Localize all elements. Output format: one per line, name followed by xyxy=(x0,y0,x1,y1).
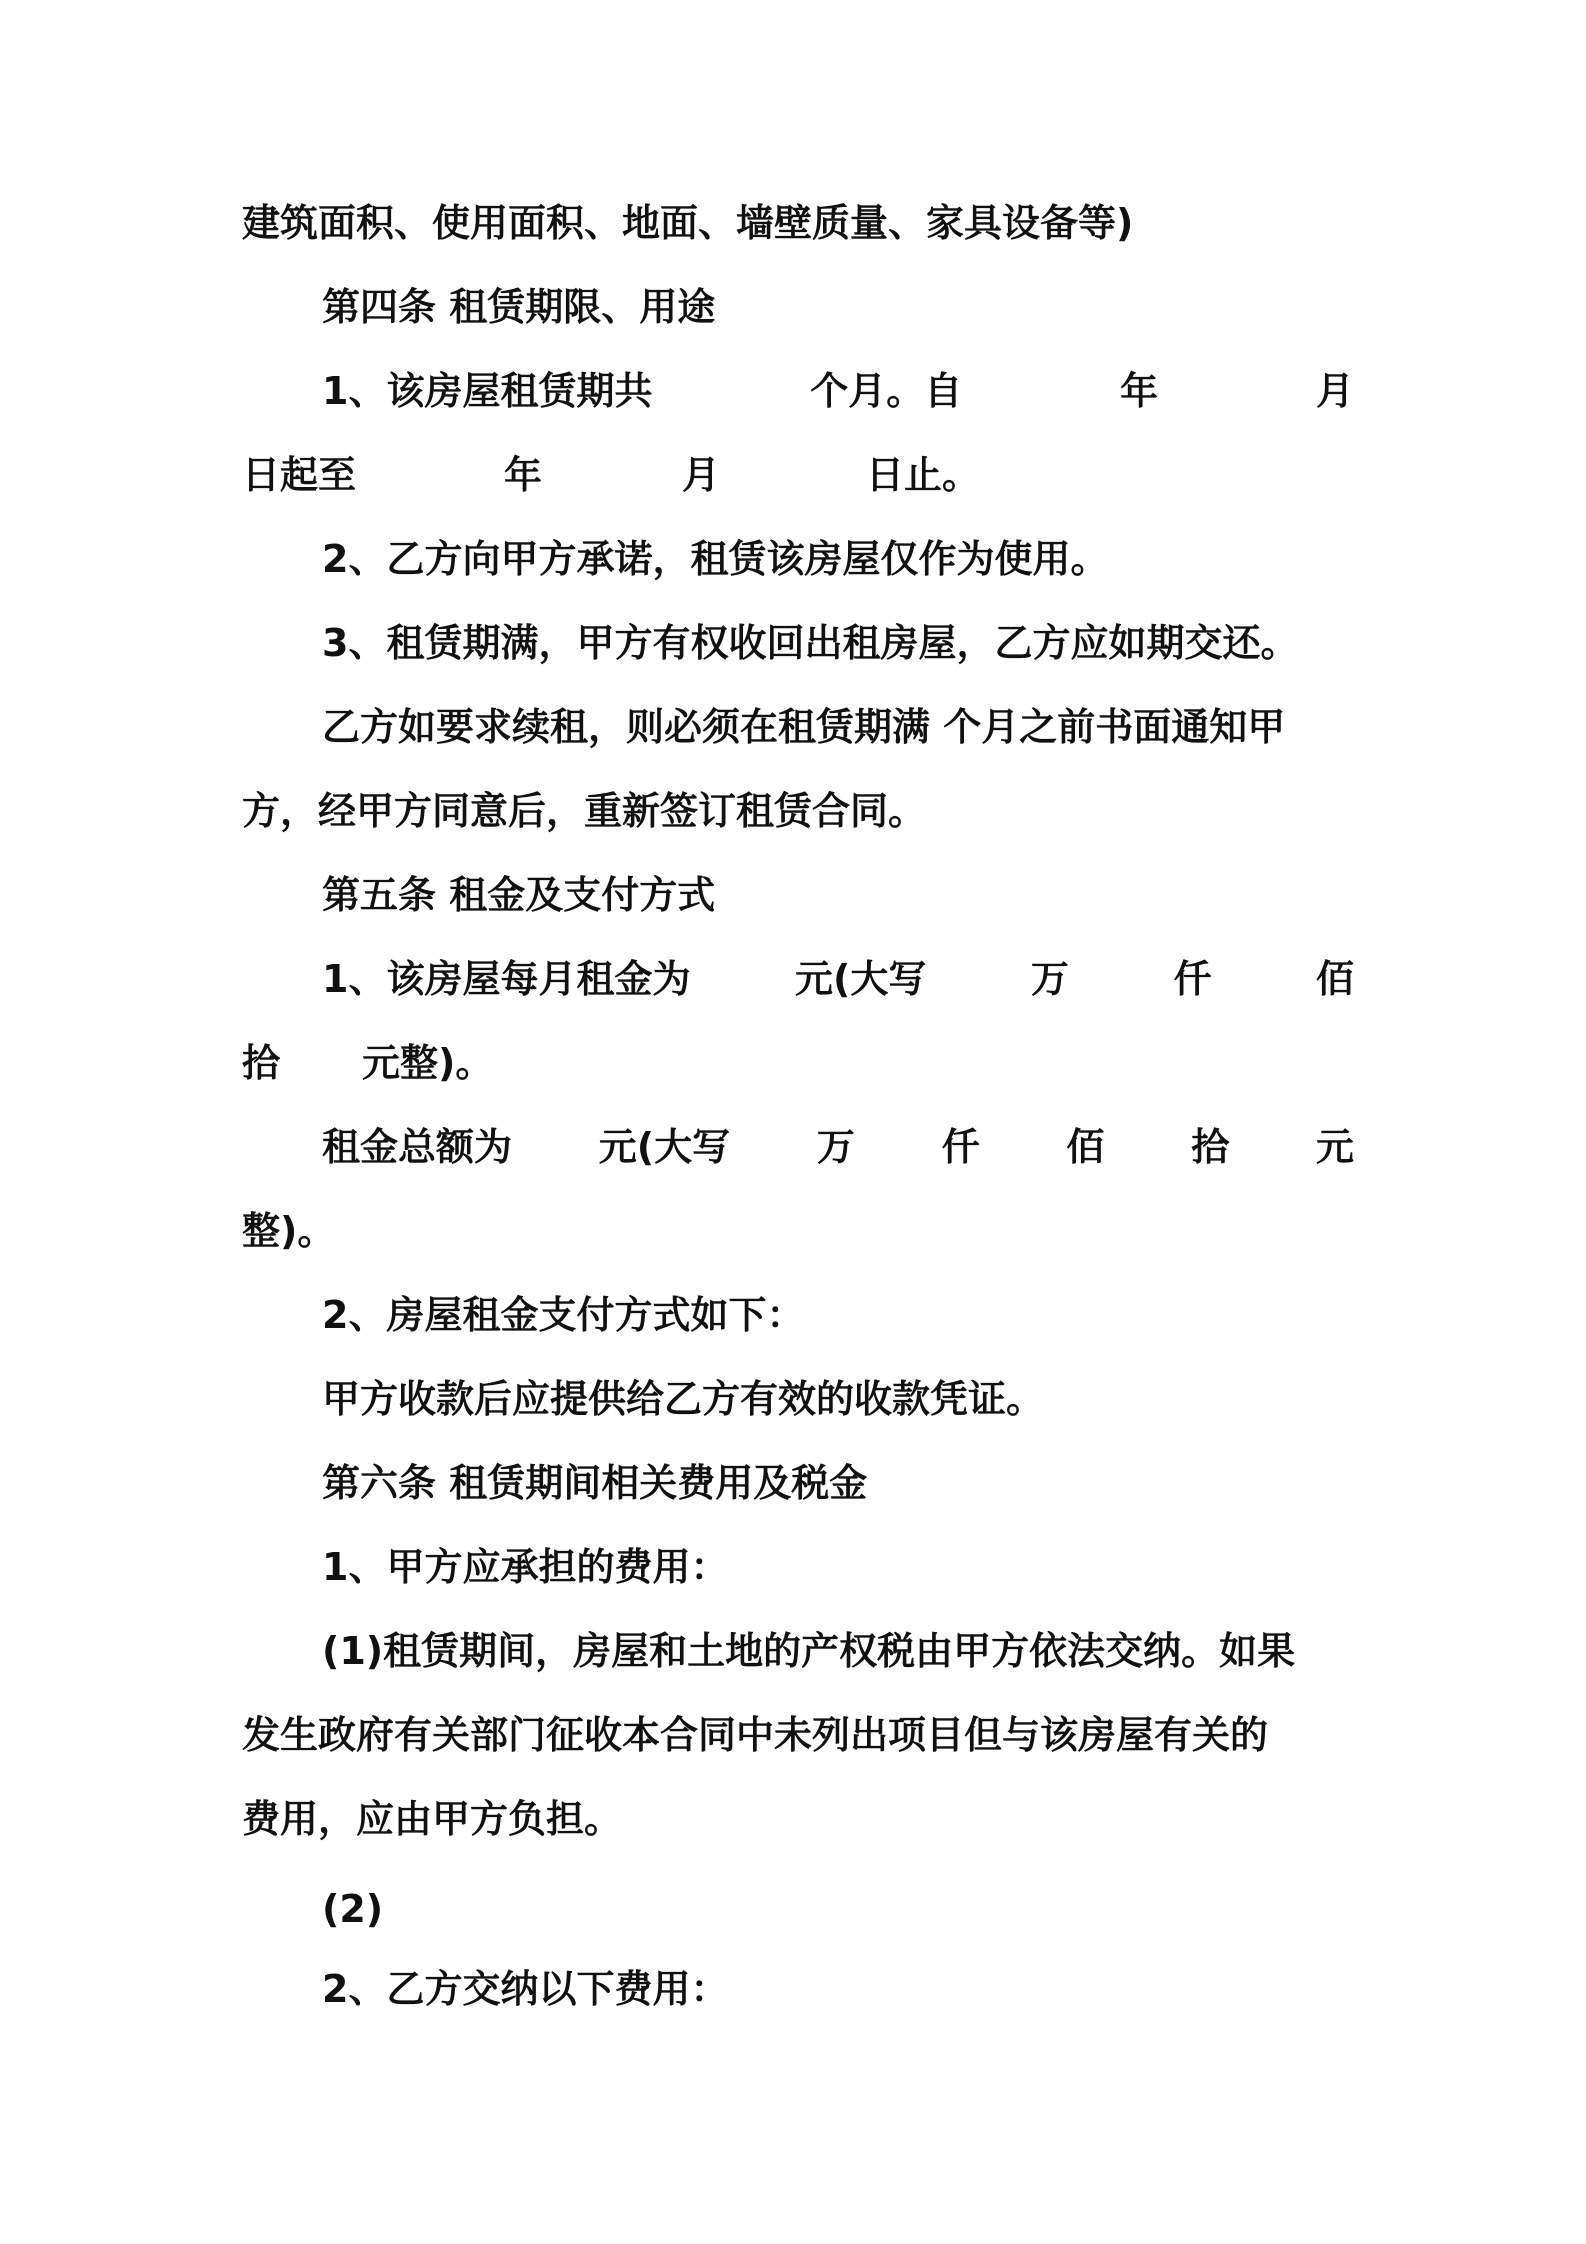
text-line xyxy=(242,1041,642,1088)
text-segment: 拾 xyxy=(242,1041,281,1085)
text-line xyxy=(322,1125,1354,1169)
text-segment: 1、该房屋每月租金为 xyxy=(322,957,691,1001)
text-segment: 仟 xyxy=(941,1125,980,1169)
text-segment: 租金总额为 xyxy=(322,1125,513,1169)
text-segment: 万 xyxy=(816,1125,855,1169)
text-segment: 拾 xyxy=(1191,1125,1230,1169)
text-segment: 佰 xyxy=(1315,957,1354,1001)
text-segment: 月 xyxy=(1315,369,1354,413)
text-line: 方，经甲方同意后，重新签订租赁合同。 xyxy=(242,789,927,833)
text-segment: 仟 xyxy=(1173,957,1212,1001)
text-segment: 元整)。 xyxy=(362,1041,494,1085)
text-segment: 元 xyxy=(1315,1125,1354,1169)
text-line: 费用，应由甲方负担。 xyxy=(242,1797,623,1841)
text-segment: 元(大写 xyxy=(794,957,927,1001)
text-segment: 1、该房屋租赁期共 xyxy=(322,369,653,413)
text-segment: 年 xyxy=(1120,369,1159,413)
text-segment: 元(大写 xyxy=(598,1125,731,1169)
text-segment: 日止。 xyxy=(866,453,981,497)
text-segment: 佰 xyxy=(1066,1125,1105,1169)
text-segment: 个月。自 xyxy=(810,369,963,413)
text-segment: 日起至 xyxy=(242,453,357,497)
text-line: 发生政府有关部门征收本合同中未列出项目但与该房屋有关的 xyxy=(242,1713,1269,1757)
text-line: 2、乙方交纳以下费用： xyxy=(322,1967,729,2011)
text-segment: 月 xyxy=(682,453,721,497)
text-line: 3、租赁期满，甲方有权收回出租房屋，乙方应如期交还。 xyxy=(322,621,1299,665)
text-line: 建筑面积、使用面积、地面、墙壁质量、家具设备等) xyxy=(242,201,1134,245)
text-line xyxy=(242,453,1002,500)
text-line: (2) xyxy=(322,1887,384,1931)
text-line: 2、房屋租金支付方式如下： xyxy=(322,1293,805,1337)
article-4-heading: 第四条 租赁期限、用途 xyxy=(322,285,716,329)
text-line: 1、甲方应承担的费用： xyxy=(322,1545,729,1589)
article-6-heading: 第六条 租赁期间相关费用及税金 xyxy=(322,1461,868,1505)
text-line: 甲方收款后应提供给乙方有效的收款凭证。 xyxy=(322,1377,1045,1421)
text-segment: 万 xyxy=(1030,957,1069,1001)
text-line: 2、乙方向甲方承诺，租赁该房屋仅作为使用。 xyxy=(322,537,1109,581)
text-line: 乙方如要求续租，则必须在租赁期满 个月之前书面通知甲 xyxy=(322,705,1286,749)
text-line: 整)。 xyxy=(242,1209,336,1253)
text-line xyxy=(322,957,1354,1001)
text-line: (1)租赁期间，房屋和土地的产权税由甲方依法交纳。如果 xyxy=(322,1629,1296,1673)
article-5-heading: 第五条 租金及支付方式 xyxy=(322,873,716,917)
text-segment: 年 xyxy=(504,453,543,497)
text-line xyxy=(322,369,1354,413)
